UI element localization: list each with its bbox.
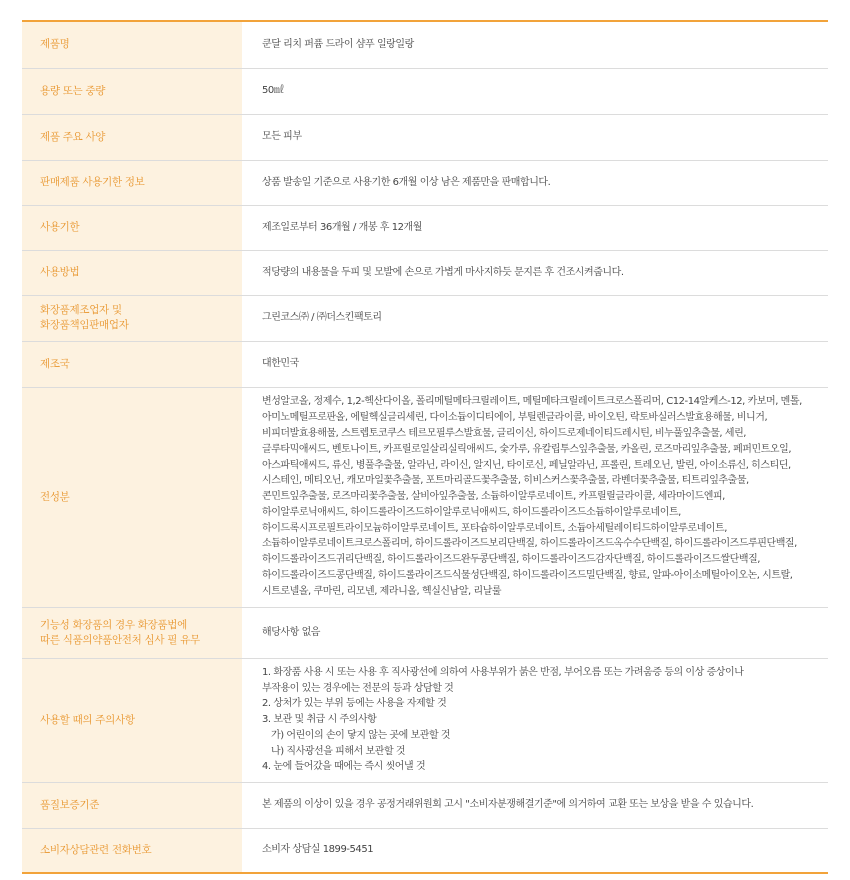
row-label [22,295,242,341]
row-value [242,114,828,160]
row-value-line: 변성알코올, 정제수, 1,2-헥산다이올, 폴리메틸메타크릴레이트, 메틸메타크릴레이트크로스폴리머, C12-14알케스-12, 카보머, 멘톨, [262,396,802,408]
row-value-line: 하이드롤라이즈드귀리단백질, 하이드롤라이즈드완두콩단백질, 하이드롤라이즈드감자단백질, 하이드롤라이즈드쌀단백질, [262,554,761,566]
info-row [22,295,828,341]
row-label [22,250,242,295]
info-row [22,658,828,782]
info-row [22,341,828,387]
row-value-line: 부작용이 있는 경우에는 전문의 등과 상담할 것 [262,682,454,694]
row-value-line: 아미노메틸프로판올, 에틸헥실글리세린, 다이소듐이디티에이, 부틸렌글라이콜, 바이오틴, 락토바실러스발효용해물, 비니거, [262,412,768,424]
info-row [22,22,828,68]
row-value [242,658,828,782]
row-label-line: 제조국 [40,357,70,370]
row-value [242,341,828,387]
row-value [242,250,828,295]
row-value-line: 콘민트잎추출물, 로즈마리꽃추출물, 살비아잎추출물, 소듐하이알루로네이트, 카프릴릴글라이콜, 세라마이드엔피, [262,491,725,503]
row-label [22,828,242,872]
row-value-line: 소비자 상담실 1899-5451 [262,844,374,856]
row-label-line: 판매제품 사용기한 정보 [40,176,145,188]
row-value-line: 적당량의 내용물을 두피 및 모발에 손으로 가볍게 마사지하듯 문지른 후 건조시켜줍니다. [262,266,624,278]
row-value-line: 상품 발송일 기준으로 사용기한 6개월 이상 남은 제품만을 판매합니다. [262,176,551,188]
row-label-line: 사용기한 [40,221,80,233]
row-value-line: 모든 피부 [262,131,302,143]
row-value [242,295,828,341]
row-value-line: 대한민국 [262,358,299,370]
row-value-line: 그린코스㈜ / ㈜더스킨팩토리 [262,312,382,324]
row-value-line: 4. 눈에 들어갔을 때에는 즉시 씻어낼 것 [262,761,426,773]
row-value-line: 비피더발효용해물, 스트렙토코쿠스 테르모필루스발효물, 글리이신, 하이드로제네이티드레시틴, 비누풀잎추출물, 세린, [262,427,747,439]
row-label [22,341,242,387]
row-label [22,782,242,828]
row-label-line: 화장품책임판매업자 [40,319,129,331]
row-label-line: 사용할 때의 주의사항 [40,713,135,726]
row-value-line: 나) 직사광선을 피해서 보관할 것 [271,745,406,757]
row-value-line: 제조일로부터 36개월 / 개봉 후 12개월 [262,221,422,233]
row-value-line: 시스테인, 메티오닌, 캐모마일꽃추출물, 포트마리골드꽃추출물, 히비스커스꽃추출물, 라벤더꽃추출물, 티트리잎추출물, [262,475,749,487]
row-label-line: 소비자상담관련 전화번호 [40,843,152,856]
info-row [22,114,828,160]
row-label-line: 따른 식품의약품안전처 심사 필 유무 [40,633,200,646]
info-row [22,828,828,872]
row-label [22,387,242,607]
bottom-rule [22,872,828,874]
row-value-line: 소듐하이알루로네이트크로스폴리머, 하이드롤라이즈드보리단백질, 하이드롤라이즈드옥수수단백질, 하이드롤라이즈드루핀단백질, [262,538,797,550]
row-value [242,68,828,114]
product-info-table-container [22,20,828,874]
info-row [22,68,828,114]
row-value-line: 본 제품의 이상이 있을 경우 공정거래위원회 고시 "소비자분쟁해결기준"에 의거하여 교환 또는 보상을 받을 수 있습니다. [262,799,754,811]
row-value [242,205,828,250]
row-value [242,387,828,607]
row-value-line: 50㎖ [262,85,284,97]
row-value-line: 하이드록시프로필트라이모늄하이알루로네이트, 포타슘하이알루로네이트, 소듐아세틸레이티드하이알루로네이트, [262,522,727,534]
info-row [22,607,828,658]
row-value-line: 3. 보관 및 취급 시 주의사항 [262,714,377,726]
row-label-line: 기능성 화장품의 경우 화장품법에 [40,618,187,631]
row-value-line: 1. 화장품 사용 시 또는 사용 후 직사광선에 의하여 사용부위가 붉은 반점, 부어오름 또는 가려움증 등의 이상 증상이나 [262,666,744,678]
row-value [242,828,828,872]
row-label-line: 제품명 [40,38,70,51]
row-value-line: 2. 상처가 있는 부위 등에는 사용을 자제할 것 [262,698,447,710]
row-value [242,22,828,68]
row-label-line: 화장품제조업자 및 [40,304,122,316]
info-row [22,782,828,828]
row-label-line: 사용방법 [40,266,80,278]
row-label [22,658,242,782]
info-row [22,250,828,295]
row-label-line: 제품 주요 사양 [40,130,106,143]
row-value-line: 하이알루로닉애씨드, 하이드롤라이즈드하이알루로닉애씨드, 하이드롤라이즈드소듐하이알루로네이트, [262,506,681,518]
info-row [22,387,828,607]
row-label [22,205,242,250]
row-label [22,114,242,160]
row-label [22,22,242,68]
info-row [22,160,828,205]
row-label-line: 전성분 [40,490,70,503]
row-value [242,782,828,828]
row-label [22,607,242,658]
row-label-line: 품질보증기준 [40,798,100,811]
row-value-line: 해당사항 없음 [262,626,320,638]
row-label [22,160,242,205]
row-value-line: 가) 어린이의 손이 닿지 않는 곳에 보관할 것 [271,729,451,741]
row-value-line: 하이드롤라이즈드콩단백질, 하이드롤라이즈드식물성단백질, 하이드롤라이즈드밀단백질, 향료, 알파-아이소메틸아이오논, 시트랄, [262,570,793,582]
row-value-line: 아스파틱애씨드, 류신, 병풀추출물, 알라닌, 라이신, 알지닌, 타이로신, 페닐알라닌, 프롤린, 트레오닌, 발린, 아이소류신, 히스티딘, [262,459,791,471]
row-value-line: 쿤달 리치 퍼퓸 드라이 샴푸 일랑일랑 [262,38,414,50]
row-label [22,68,242,114]
row-value-line: 글루타믹애씨드, 벤토나이트, 카프릴로일살리실릭애씨드, 숯가루, 유칼립투스잎추출물, 카올린, 로즈마리잎추출물, 페퍼민트오일, [262,443,792,455]
product-info-table [22,22,828,872]
row-value-line: 시트로넬올, 쿠마린, 리모넨, 제라니올, 헥실신남알, 리날룰 [262,585,502,597]
info-row [22,205,828,250]
row-value [242,160,828,205]
row-value [242,607,828,658]
row-label-line: 용량 또는 중량 [40,84,106,97]
